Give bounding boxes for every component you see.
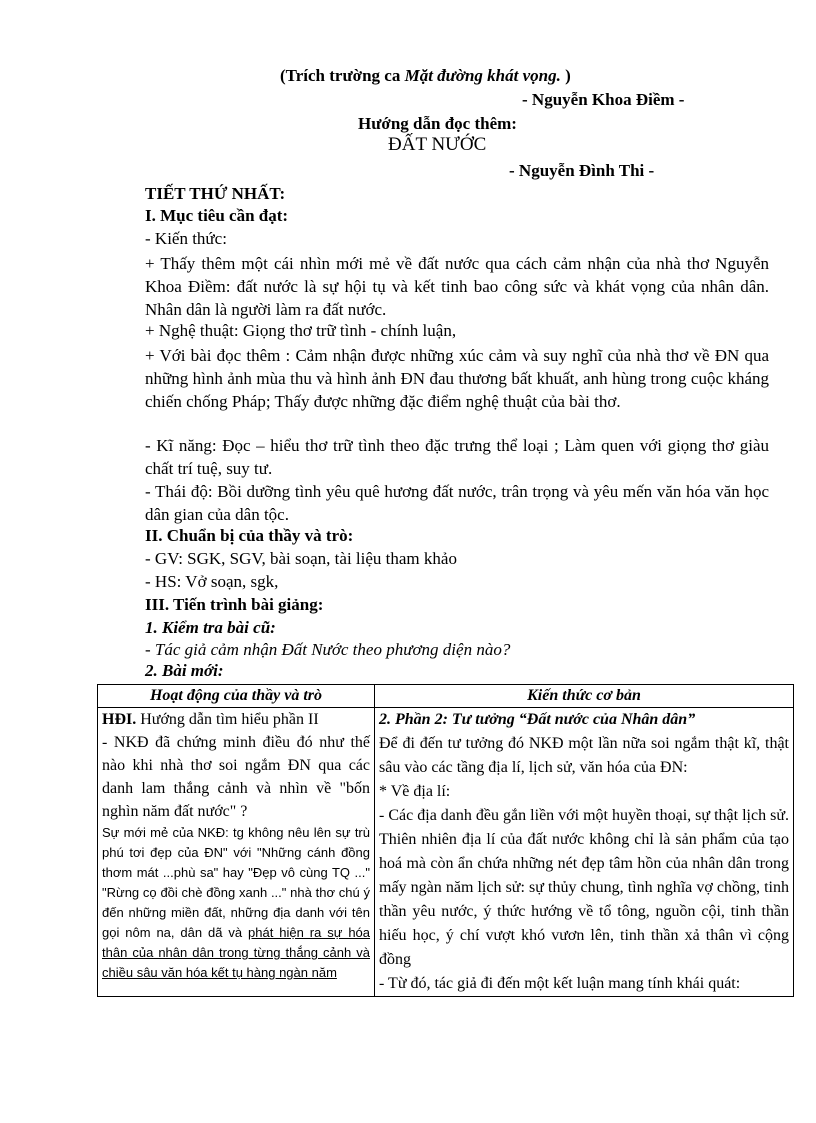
activities-cell — [98, 708, 375, 997]
author-1: - Nguyễn Khoa Điềm - — [522, 90, 685, 109]
knowledge-p2: * Về địa lí: — [379, 783, 451, 800]
activity-notes-underlined: phát hiện ra sự hóa thân của nhân dân trong từng thắng cảnh và chiều sâu văn hóa kết tụ hàng ngàn năm — [102, 925, 371, 980]
header-knowledge: Kiến thức cơ bản — [375, 685, 794, 708]
section-3-heading: III. Tiến trình bài giảng: — [145, 595, 324, 614]
paragraph-2: + Nghệ thuật: Giọng thơ trữ tình - chính luận, — [145, 321, 457, 340]
activity-label: HĐI. — [102, 711, 137, 728]
source-title: Mặt đường khát vọng. — [404, 66, 561, 85]
knowledge-label: - Kiến thức: — [145, 229, 227, 248]
knowledge-p1: Để đi đến tư tưởng đó NKĐ một lần nữa soi ngắm thật kĩ, thật sâu vào các tầng địa lí, lịch sử, văn hóa của ĐN: — [379, 735, 789, 776]
guide-label: Hướng dẫn đọc thêm: — [358, 114, 517, 133]
activity-heading — [102, 708, 370, 731]
knowledge-p3: - Các địa danh đều gắn liền với một huyền thoại, sự thật lịch sử. Thiên nhiên địa lí của đất nước không chỉ là sản phẩm của tạo hoá mà còn ẩn chứa những nét đẹp tâm hồn của nhân dân trong mấy ngàn năm lịch sử: sự thủy chung, tình nghĩa vợ chồng, tinh thần yêu nước, ý thức hướng về tổ tông, nguồn cội, tinh thần hiếu học, ý chí vượt khó vươn lên, tinh thần xả thân vì cộng đồng — [379, 807, 789, 968]
header-activities: Hoạt động của thầy và trò — [98, 685, 375, 708]
paragraph-1: + Thấy thêm một cái nhìn mới mẻ về đất nước qua cách cảm nhận của nhà thơ Nguyễn Khoa Điềm: đất nước là sự hội tụ và kết tinh bao công sức và khát vọng của nhân dân. Nhân dân là người làm ra đất nước. — [145, 254, 769, 319]
activity-title: Hướng dẫn tìm hiểu phần II — [136, 711, 319, 728]
check-heading: 1. Kiểm tra bài cũ: — [145, 618, 276, 637]
paragraph-4: - Kĩ năng: Đọc – hiểu thơ trữ tình theo đặc trưng thể loại ; Làm quen với giọng thơ giàu chất trí tuệ, suy tư. — [145, 436, 769, 478]
knowledge-title: 2. Phần 2: Tư tưởng “Đất nước của Nhân dân” — [379, 711, 696, 728]
lesson-heading: TIẾT THỨ NHẤT: — [145, 184, 286, 203]
activity-notes — [102, 823, 370, 983]
paragraph-3: + Với bài đọc thêm : Cảm nhận được những xúc cảm và suy nghĩ của nhà thơ về ĐN qua những hình ảnh mùa thu và hình ảnh ĐN đau thương bất khuất, anh hùng trong cuộc kháng chiến chống Pháp; Thấy được những đặc điểm nghệ thuật của bài thơ. — [145, 346, 769, 411]
knowledge-p4: - Từ đó, tác giả đi đến một kết luận mang tính khái quát: — [379, 975, 741, 992]
lesson-table — [97, 684, 794, 997]
table-header-row — [98, 685, 794, 708]
hs-line: - HS: Vở soạn, sgk, — [145, 572, 279, 591]
paragraph-5: - Thái độ: Bồi dưỡng tình yêu quê hương đất nước, trân trọng và yêu mến văn hóa văn học dân gian của dân tộc. — [145, 482, 769, 524]
section-1-heading: I. Mục tiêu cần đạt: — [145, 206, 289, 225]
knowledge-cell — [375, 708, 794, 997]
table-row — [98, 708, 794, 997]
author-2: - Nguyễn Đình Thi - — [509, 161, 655, 180]
poem-title: ĐẤT NƯỚC — [388, 134, 487, 155]
activity-question: - NKĐ đã chứng minh điều đó như thế nào khi nhà thơ soi ngắm ĐN qua các danh lam thắng cảnh và nhìn về "bốn nghìn năm đất nước" ? — [102, 734, 370, 820]
gv-line: - GV: SGK, SGV, bài soạn, tài liệu tham khảo — [145, 549, 457, 568]
check-question: - Tác giả cảm nhận Đất Nước theo phương diện nào? — [145, 640, 511, 659]
new-lesson-heading: 2. Bài mới: — [145, 661, 224, 680]
source-prefix: (Trích trường ca — [280, 66, 405, 85]
section-2-heading: II. Chuẩn bị của thầy và trò: — [145, 526, 354, 545]
activity-notes-text: Sự mới mẻ của NKĐ: tg không nêu lên sự trù phú tơi đẹp của ĐN" với "Những cánh đồng thơm mát ...phù sa" hay "Đẹp vô cùng TQ ..." "Rừng cọ đồi chè đồng xanh ..." nhà thơ chú ý đến những miền đất, những địa danh với tên gọi nôm na, dân dã và — [102, 825, 370, 940]
source-suffix: ) — [560, 66, 571, 85]
source-line — [280, 66, 571, 86]
